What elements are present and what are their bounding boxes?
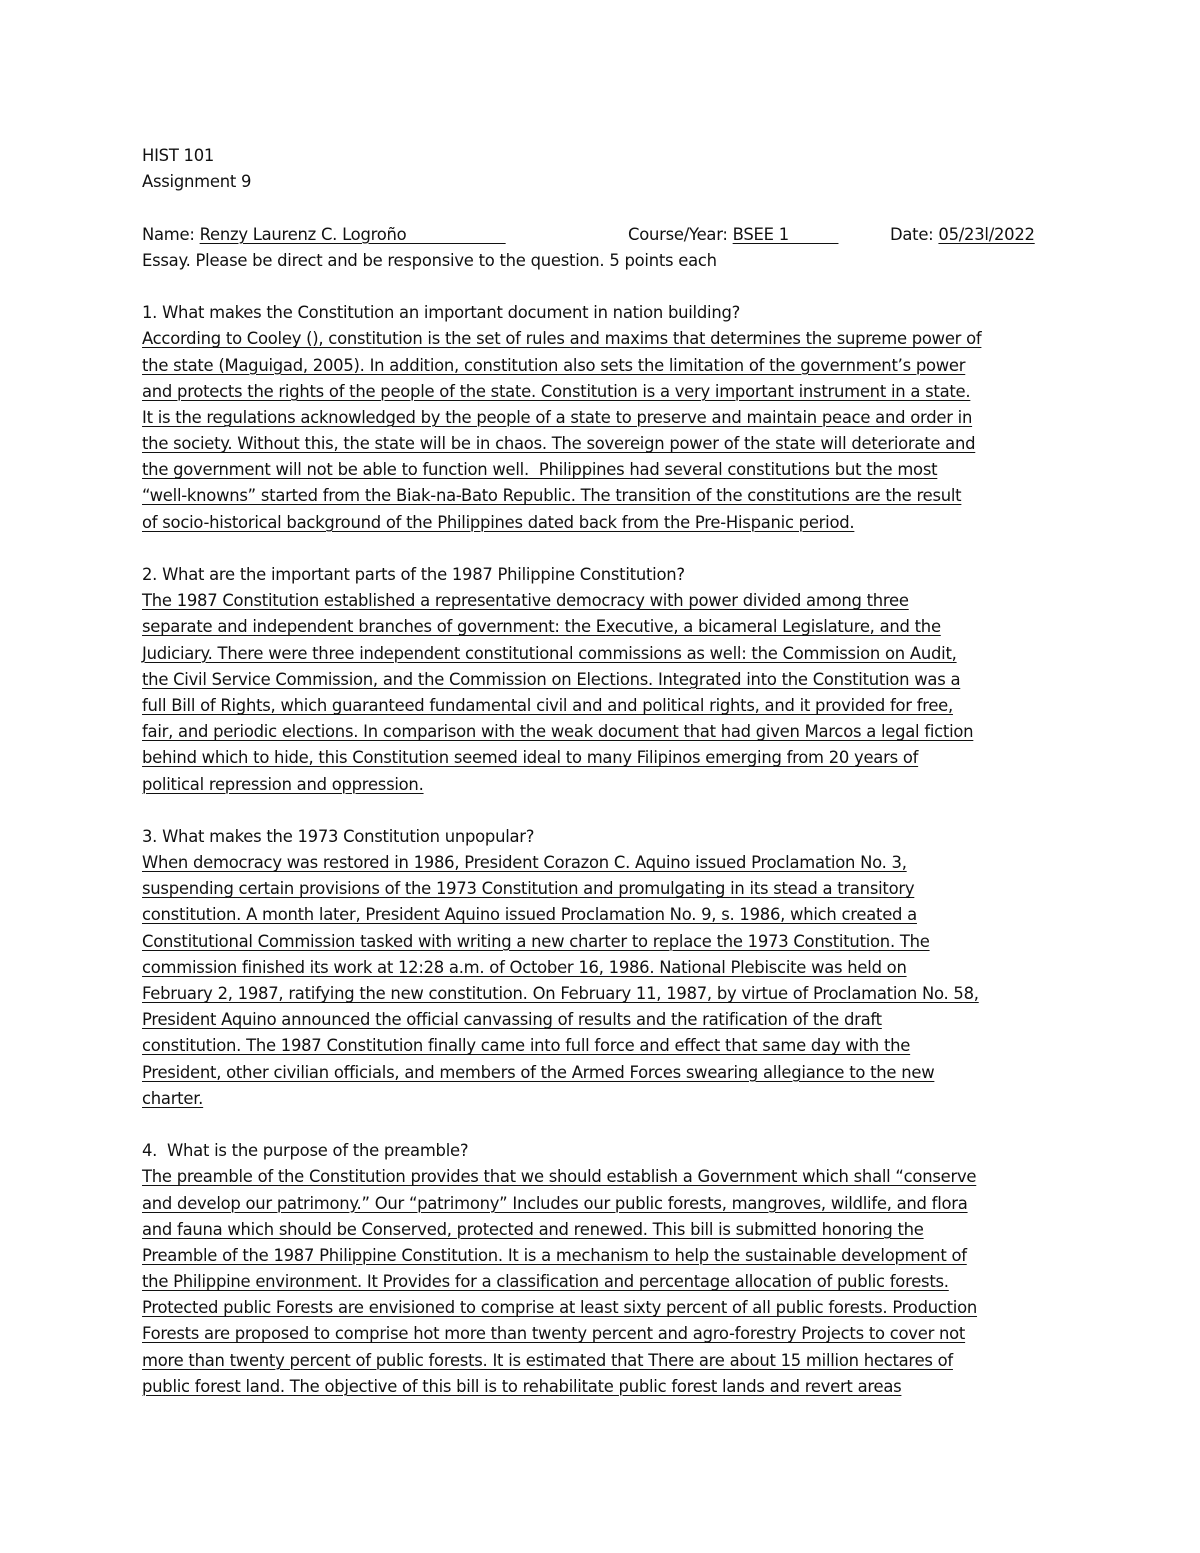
name-field	[142, 222, 506, 248]
answer-line: the Civil Service Commission, and the Commission on Elections. Integrated into the Constitution was a	[142, 669, 961, 689]
answer-line: the society. Without this, the state will be in chaos. The sovereign power of the state will deteriorate and	[142, 434, 976, 454]
student-info-row	[142, 222, 1072, 248]
question-text: 3. What makes the 1973 Constitution unpopular?	[142, 826, 535, 846]
answer-line: and fauna which should be Conserved, protected and renewed. This bill is submitted honoring the	[142, 1219, 924, 1239]
answer-line: and protects the rights of the people of the state. Constitution is a very important instrument in a state.	[142, 381, 971, 401]
answer-line: of socio-historical background of the Philippines dated back from the Pre-Hispanic period.	[142, 512, 855, 532]
spacer	[142, 1112, 1072, 1138]
spacer	[142, 536, 1072, 562]
answer-line: Protected public Forests are envisioned to comprise at least sixty percent of all public forests. Production	[142, 1298, 978, 1318]
answer-line: Judiciary. There were three independent constitutional commissions as well: the Commission on Audit,	[142, 643, 957, 663]
course-year-value: BSEE 1	[732, 224, 839, 244]
course-code: HIST 101	[142, 146, 215, 165]
answer-text	[142, 1164, 1072, 1400]
date-value: 05/23l/2022	[938, 224, 1035, 244]
answer-line: Preamble of the 1987 Philippine Constitution. It is a mechanism to help the sustainable development of	[142, 1245, 967, 1265]
answer-line: full Bill of Rights, which guaranteed fundamental civil and and political rights, and it provided for free,	[142, 695, 953, 715]
answer-line: According to Cooley (), constitution is the set of rules and maxims that determines the supreme power of	[142, 329, 982, 349]
answer-line: February 2, 1987, ratifying the new constitution. On February 11, 1987, by virtue of Proclamation No. 58,	[142, 984, 979, 1003]
date-label: Date:	[890, 224, 934, 244]
spacer	[142, 798, 1072, 824]
instructions: Essay. Please be direct and be responsive to the question. 5 points each	[142, 250, 717, 270]
answer-line: separate and independent branches of government: the Executive, a bicameral Legislature, and the	[142, 617, 941, 637]
answer-line: constitution. A month later, President Aquino issued Proclamation No. 9, s. 1986, which created a	[142, 905, 917, 925]
answer-line: the Philippine environment. It Provides for a classification and percentage allocation of public forests.	[142, 1272, 949, 1292]
course-year-field	[628, 222, 838, 248]
answer-line: fair, and periodic elections. In comparison with the weak document that had given Marcos a legal fiction	[142, 722, 974, 742]
answer-line: It is the regulations acknowledged by the people of a state to preserve and maintain peace and order in	[142, 407, 973, 427]
question-block	[142, 300, 1072, 536]
answer-line: “well-knowns” started from the Biak-na-Bato Republic. The transition of the constitutions are the result	[142, 486, 962, 506]
date-field	[890, 222, 1035, 248]
answer-line: constitution. The 1987 Constitution finally came into full force and effect that same day with the	[142, 1036, 911, 1056]
spacer	[142, 274, 1072, 300]
answer-text	[142, 326, 1072, 536]
name-value: Renzy Laurenz C. Logroño	[199, 224, 506, 244]
answer-line: President, other civilian officials, and members of the Armed Forces swearing allegiance to the new	[142, 1062, 935, 1082]
answer-line: more than twenty percent of public forests. It is estimated that There are about 15 million hectares of	[142, 1350, 953, 1370]
question-text: 1. What makes the Constitution an important document in nation building?	[142, 303, 741, 323]
assignment-title: Assignment 9	[142, 172, 252, 192]
question-text: 2. What are the important parts of the 1987 Philippine Constitution?	[142, 565, 685, 584]
answer-line: suspending certain provisions of the 1973 Constitution and promulgating in its stead a transitory	[142, 879, 915, 899]
name-label: Name:	[142, 224, 195, 244]
answer-line: When democracy was restored in 1986, President Corazon C. Aquino issued Proclamation No. 3,	[142, 853, 907, 873]
answer-line: the government will not be able to function well. Philippines had several constitutions but the most	[142, 460, 938, 480]
answer-line: behind which to hide, this Constitution seemed ideal to many Filipinos emerging from 20 years of	[142, 748, 919, 768]
answer-line: public forest land. The objective of this bill is to rehabilitate public forest lands and revert areas	[142, 1376, 902, 1396]
answer-line: Forests are proposed to comprise hot more than twenty percent and agro-forestry Projects to cover not	[142, 1324, 966, 1344]
question-text: 4. What is the purpose of the preamble?	[142, 1141, 469, 1161]
answer-line: the state (Maguigad, 2005). In addition, constitution also sets the limitation of the government’s power	[142, 355, 966, 375]
question-block	[142, 562, 1072, 798]
answer-line: political repression and oppression.	[142, 774, 424, 794]
answer-text	[142, 850, 1072, 1112]
answer-line: and develop our patrimony.” Our “patrimony” Includes our public forests, mangroves, wildlife, and flora	[142, 1193, 968, 1213]
answer-text	[142, 588, 1072, 798]
answer-line: commission finished its work at 12:28 a.m. of October 16, 1986. National Plebiscite was held on	[142, 957, 907, 977]
answer-line: The preamble of the Constitution provides that we should establish a Government which shall “conserve	[142, 1167, 977, 1187]
question-block	[142, 824, 1072, 1112]
answer-line: President Aquino announced the official canvassing of results and the ratification of the draft	[142, 1010, 882, 1030]
answer-line: Constitutional Commission tasked with writing a new charter to replace the 1973 Constitution. The	[142, 931, 930, 951]
answer-line: charter.	[142, 1088, 204, 1108]
course-year-label: Course/Year:	[628, 224, 728, 244]
question-block	[142, 1138, 1072, 1400]
spacer	[142, 195, 1072, 221]
document-body	[142, 143, 1072, 1400]
answer-line: The 1987 Constitution established a representative democracy with power divided among three	[142, 591, 909, 611]
